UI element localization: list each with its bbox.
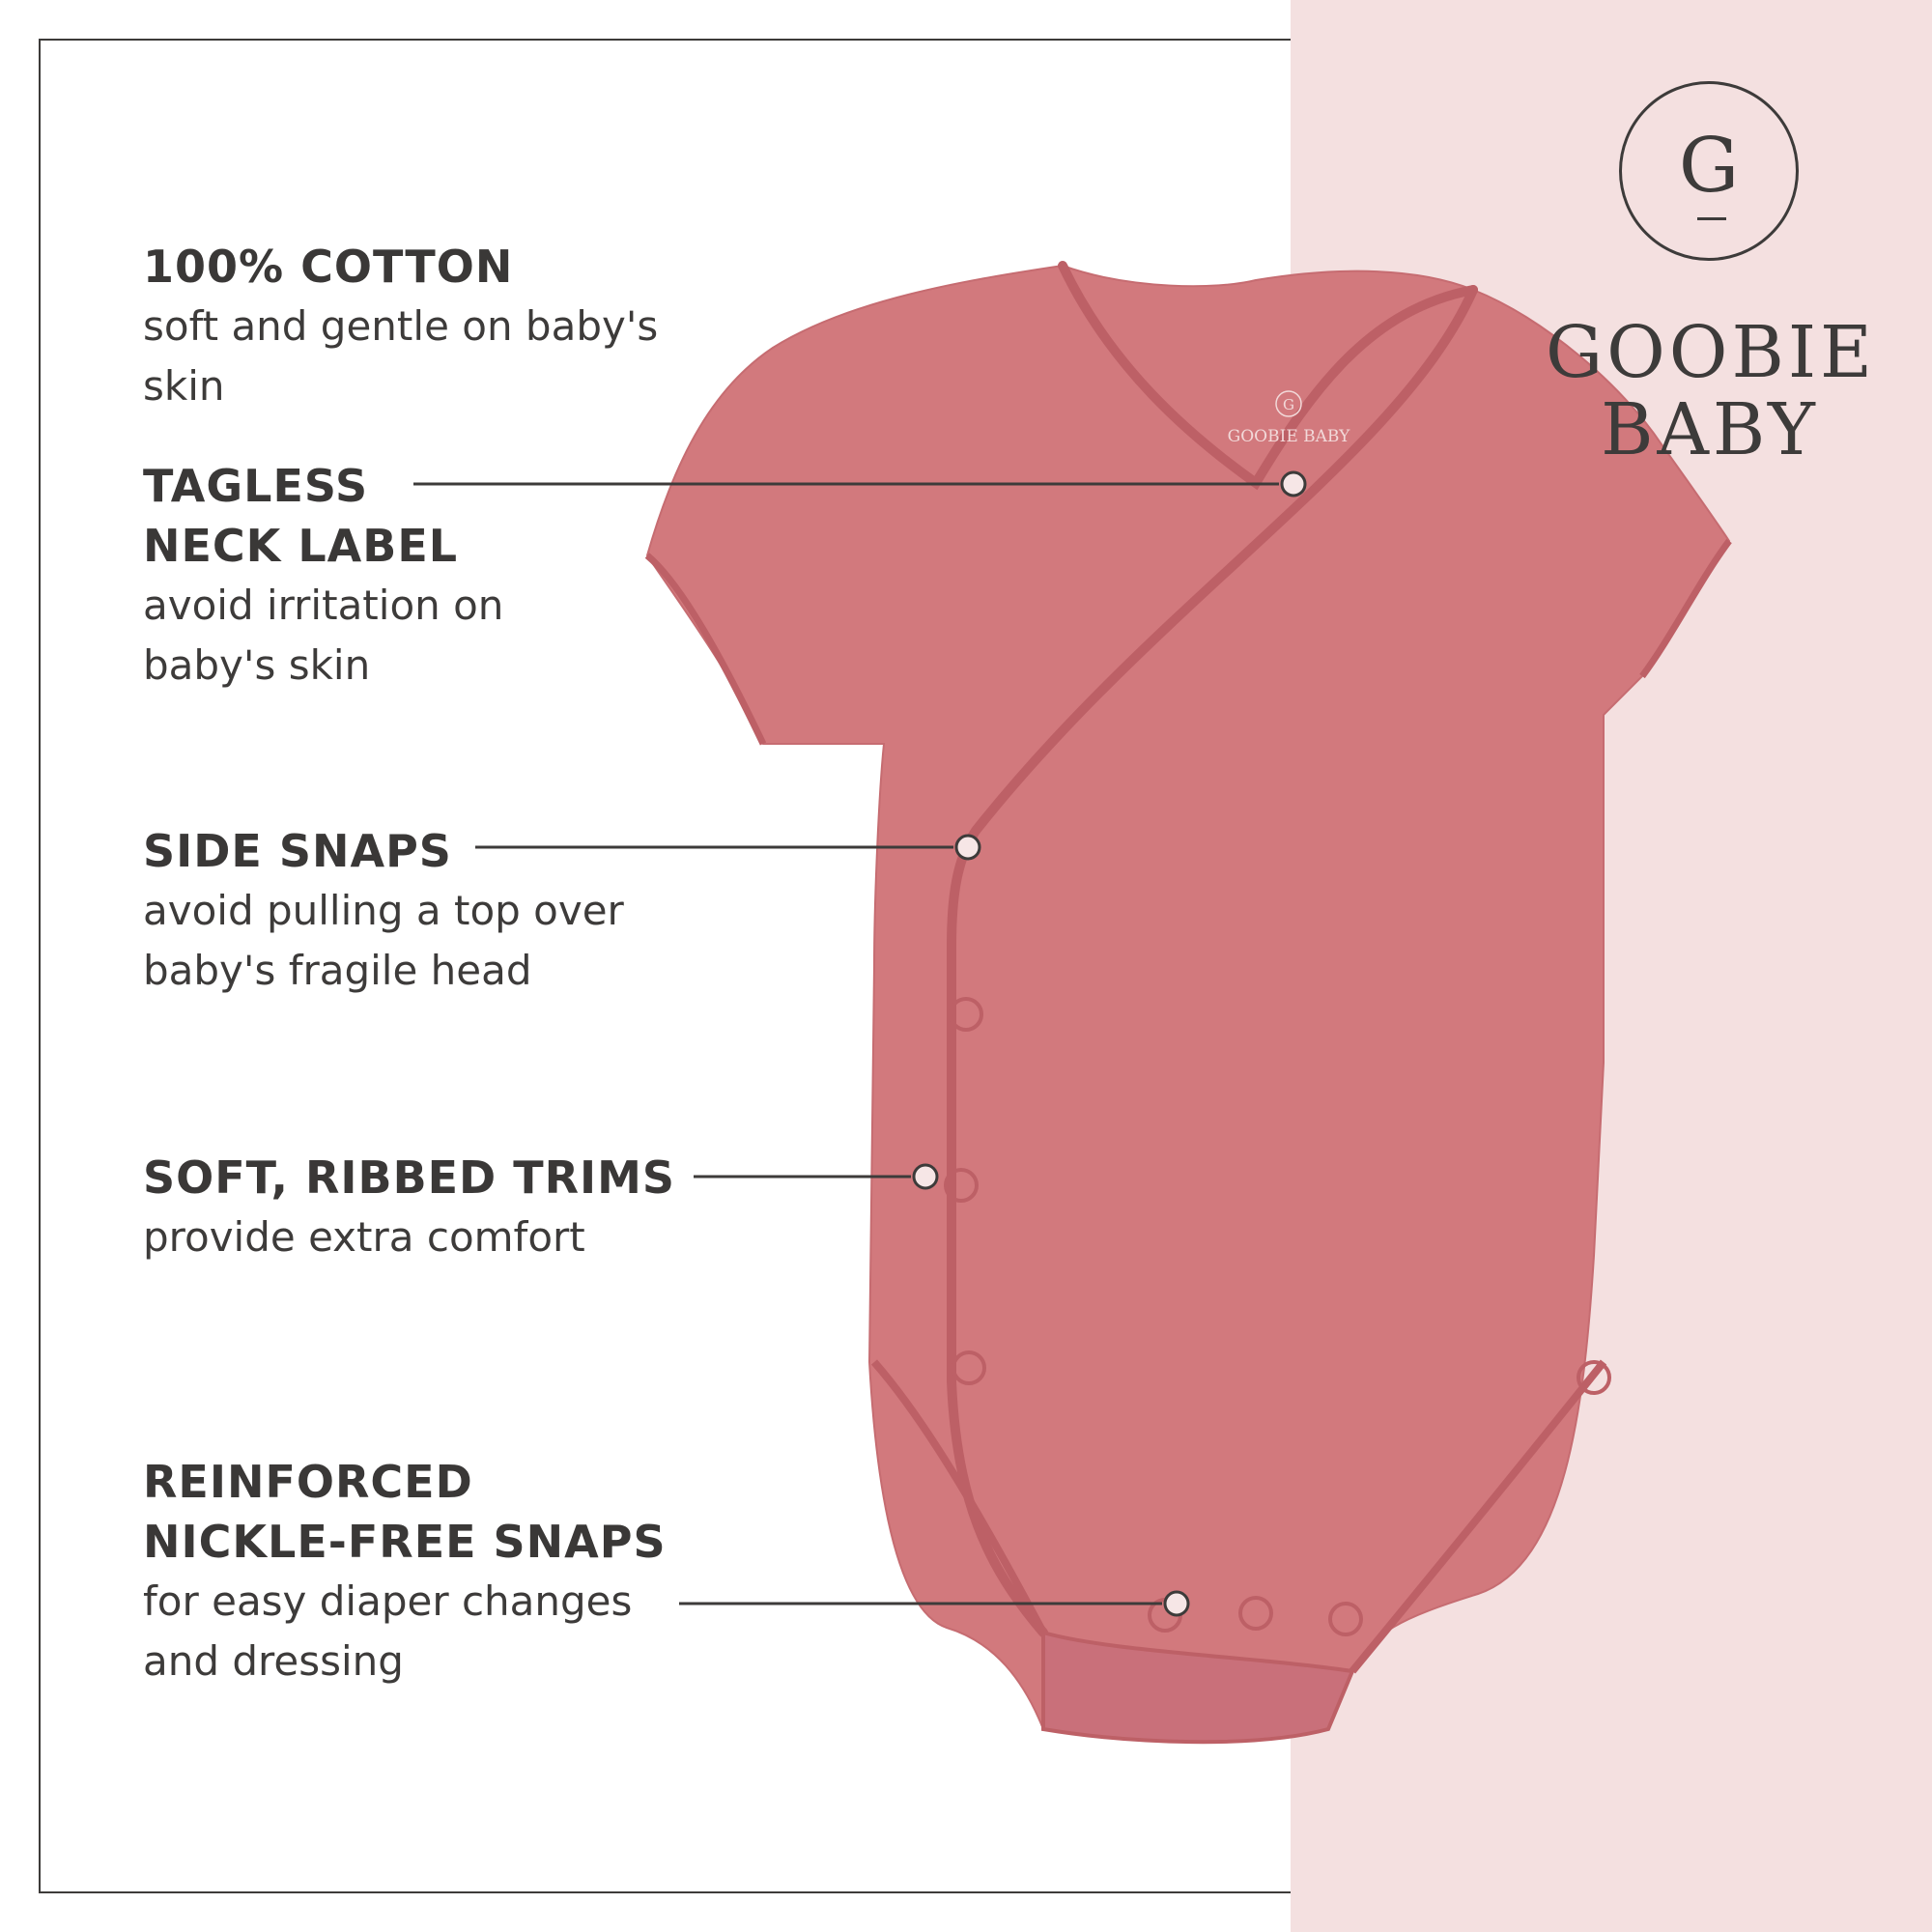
feature-tagless-label	[143, 456, 684, 696]
feature-ribbed-trims	[143, 1148, 838, 1267]
feature-desc: provide extra comfort	[143, 1213, 585, 1261]
feature-desc: avoid pulling a top over baby's fragile head	[143, 887, 624, 994]
feature-desc: soft and gentle on baby's skin	[143, 302, 659, 410]
feature-title: REINFORCED NICKLE-FREE SNAPS	[143, 1456, 667, 1568]
feature-title: 100% COTTON	[143, 241, 514, 293]
logo-letter: G	[1678, 123, 1740, 210]
callout-dot-reinforced-snaps	[1165, 1592, 1188, 1615]
neck-label-logo-letter: G	[1283, 396, 1294, 413]
feature-desc: avoid irritation on baby's skin	[143, 582, 504, 689]
callout-dot-tagless	[1282, 472, 1305, 496]
neck-label-text: GOOBIE BABY	[1227, 427, 1350, 446]
feature-desc: for easy diaper changes and dressing	[143, 1577, 633, 1685]
feature-side-snaps	[143, 821, 684, 1001]
brand-name: GOOBIE BABY	[1546, 311, 1877, 471]
feature-title: TAGLESS NECK LABEL	[143, 460, 459, 572]
feature-title: SOFT, RIBBED TRIMS	[143, 1151, 676, 1204]
goobie-logo-icon	[1619, 81, 1799, 261]
logo-underline	[1697, 217, 1726, 220]
feature-cotton	[143, 237, 684, 416]
feature-title: SIDE SNAPS	[143, 825, 452, 877]
feature-reinforced-snaps	[143, 1452, 838, 1691]
callout-dot-side-snaps	[956, 836, 980, 859]
callout-dot-ribbed-trims	[914, 1165, 937, 1188]
